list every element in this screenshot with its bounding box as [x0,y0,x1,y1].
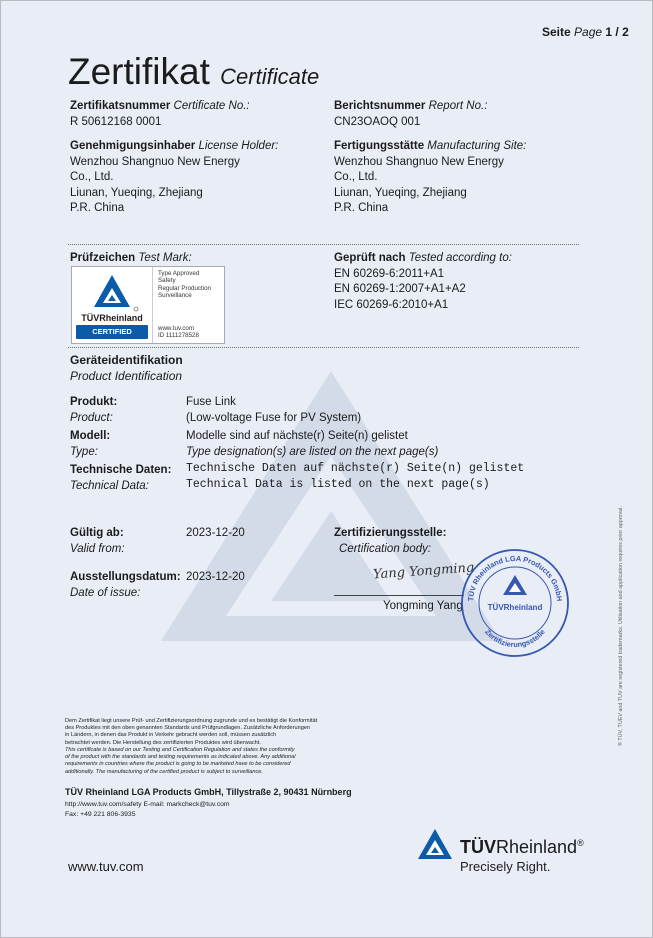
test-mark-line: Regular Production [158,284,211,292]
page-label-en: Page [574,25,603,39]
model-label-block [70,429,110,460]
report-no-label: Berichtsnummer [334,100,426,112]
date-of-issue-value: 2023-12-20 [186,571,245,583]
report-no-value: CN23OAOQ 001 [334,115,421,128]
certified-badge: CERTIFIED [76,325,148,339]
tuv-triangle-icon [416,827,454,863]
tested-according-block [334,251,512,313]
test-mark-heading [70,251,192,267]
test-mark-label: Prüfzeichen [70,252,136,264]
footer-brand [460,837,584,858]
tuv-certified-logo [72,267,153,343]
certification-stamp [459,547,571,659]
manufacturing-site-label-en: Manufacturing Site: [427,140,527,152]
tuv-triangle-icon [78,271,146,315]
test-mark-descriptions [158,270,211,300]
standard-item: EN 60269-1:2007+A1+A2 [334,283,466,295]
certification-body-block [334,526,446,557]
page-title [68,51,319,98]
license-holder-line: Liunan, Yueqing, Zhejiang [70,186,203,199]
test-mark-line: Safety [158,277,176,285]
divider [68,347,579,348]
title-de: Zertifikat [68,51,210,92]
technical-data-label: Technische Daten: [70,464,172,476]
disclaimer-line: in Ländern, in denen das Produkt in Verkehr gebracht werden soll, müssen zusätzlich [65,732,277,739]
technical-data-label-block [70,463,171,494]
license-holder-line: P.R. China [70,202,125,214]
manufacturing-site-block [334,139,526,217]
side-trademark-note: ® TÜV, TUEV and TUV are registered trademarks. Utilisation and application requires prior approval. [618,506,624,746]
test-mark-label-en: Test Mark: [138,252,192,264]
tuv-logo-name: TÜVRheinland [81,313,143,323]
test-mark-line: Type Approved [158,270,200,277]
disclaimer-line: This certificate is based on our Testing and Certification Regulation and states the conformity [65,747,295,753]
signature-line [334,595,464,596]
registered-mark: ® [577,838,584,848]
footer-slogan: Precisely Right. [460,859,551,874]
brand-rest: Rheinland [496,837,578,857]
page-label: Seite [542,25,571,39]
standard-item: EN 60269-6:2011+A1 [334,267,445,280]
model-label: Modell: [70,430,111,442]
issuer-fax: Fax: +49 221 806-3935 [65,811,136,818]
stamp-bottom-text: Zertifizierungsstelle [483,627,547,650]
model-value-en: Type designation(s) are listed on the next page(s) [186,445,439,458]
disclaimer-line: requirements in countries where the product is going to be marketed have to be considered [65,761,291,768]
standard-item: IEC 60269-6:2010+A1 [334,298,449,311]
manufacturing-site-line: Wenzhou Shangnuo New Energy [334,155,504,168]
certificate-no-label-en: Certificate No.: [173,100,250,112]
product-label-en: Product: [70,411,113,424]
brand-bold: TÜV [460,837,496,857]
tested-according-label-en: Tested according to: [408,252,512,264]
technical-data-value: Technische Daten auf nächste(r) Seite(n) gelistet [186,462,525,475]
footer-tuv-logo [416,827,616,877]
page-number: 1 / 2 [605,25,629,39]
disclaimer-line: Dem Zertifikat liegt unsere Prüf- und Zertifizierungsordnung zugrunde und es bestätigt die Konformität [65,718,318,724]
disclaimer-de [65,718,317,747]
test-mark-url: www.tuv.com [158,325,194,332]
stamp-top-text: TÜV Rheinland LGA Products GmbH [465,553,565,602]
signer-name: Yongming Yang [383,600,463,612]
disclaimer-line: of the product with the standards and testing requirements as indicated above. Any additional [65,754,296,761]
disclaimer-line: betrachtet werden. Die Herstellung des zertifizierten Produktes wird überwacht. [65,739,261,746]
valid-from-label-en: Valid from: [70,542,125,555]
valid-from-label-block [70,526,125,557]
title-en: Certificate [220,64,320,89]
manufacturing-site-line: Co., Ltd. [334,171,378,183]
product-identification-en: Product Identification [70,369,183,383]
license-holder-label-en: License Holder: [198,140,279,152]
issuer-web-email[interactable]: http://www.tuv.com/safety E-mail: markcheck@tuv.com [65,801,230,808]
model-value-block [186,429,438,460]
test-mark-id-block [158,325,199,340]
certification-body-label-en: Certification body: [339,542,432,555]
certification-body-label: Zertifizierungsstelle: [334,527,447,539]
issuer-name: TÜV Rheinland LGA Products GmbH, Tillystraße 2, 90431 Nürnberg [65,787,352,797]
certificate-no-value: R 50612168 0001 [70,115,162,128]
report-no-label-en: Report No.: [428,100,488,112]
product-value: Fuse Link [186,396,236,408]
report-no-block [334,99,487,130]
technical-data-label-en: Technical Data: [70,479,149,492]
test-mark-id: ID 1111278528 [158,332,199,340]
stamp-center-text: TÜVRheinland [487,603,543,612]
certificate-no-block [70,99,250,130]
disclaimer-line: des Produktes mit den oben genannten Standards und Prüfgrundlagen. Zusätzliche Anforderungen [65,725,311,732]
issuer-contact [65,800,230,820]
disclaimer-en [65,747,296,776]
valid-from-value: 2023-12-20 [186,527,245,539]
model-label-en: Type: [70,445,98,458]
disclaimer-line: additionally. The manufacturing of the certified product is subject to surveillance. [65,768,263,775]
license-holder-line: Co., Ltd. [70,171,114,183]
date-of-issue-label: Ausstellungsdatum: [70,571,181,583]
test-mark-box [71,266,225,344]
manufacturing-site-label: Fertigungsstätte [334,140,425,152]
product-identification-heading [70,352,183,384]
date-of-issue-label-en: Date of issue: [70,586,141,599]
signature: Yang Yongming [372,560,475,583]
date-of-issue-label-block [70,570,181,601]
svg-text:Zertifizierungsstelle [483,627,547,649]
technical-data-value-block [186,461,524,492]
footer-website[interactable]: www.tuv.com [68,859,144,874]
divider [68,244,579,245]
product-value-block [186,395,361,426]
model-value: Modelle sind auf nächste(r) Seite(n) gelistet [186,430,408,442]
product-value-en: (Low-voltage Fuse for PV System) [186,411,362,424]
certificate-no-label: Zertifikatsnummer [70,100,171,112]
page-indicator [542,25,629,41]
product-label: Produkt: [70,396,118,408]
manufacturing-site-line: P.R. China [334,202,389,214]
technical-data-value-en: Technical Data is listed on the next page(s) [186,477,490,491]
valid-from-label: Gültig ab: [70,527,124,539]
license-holder-block [70,139,278,217]
license-holder-line: Wenzhou Shangnuo New Energy [70,155,240,168]
license-holder-label: Genehmigungsinhaber [70,140,196,152]
product-label-block [70,395,117,426]
manufacturing-site-line: Liunan, Yueqing, Zhejiang [334,186,467,199]
test-mark-line: Surveillance [158,292,192,300]
tested-according-label: Geprüft nach [334,252,406,264]
product-identification-de: Geräteidentifikation [70,353,183,367]
